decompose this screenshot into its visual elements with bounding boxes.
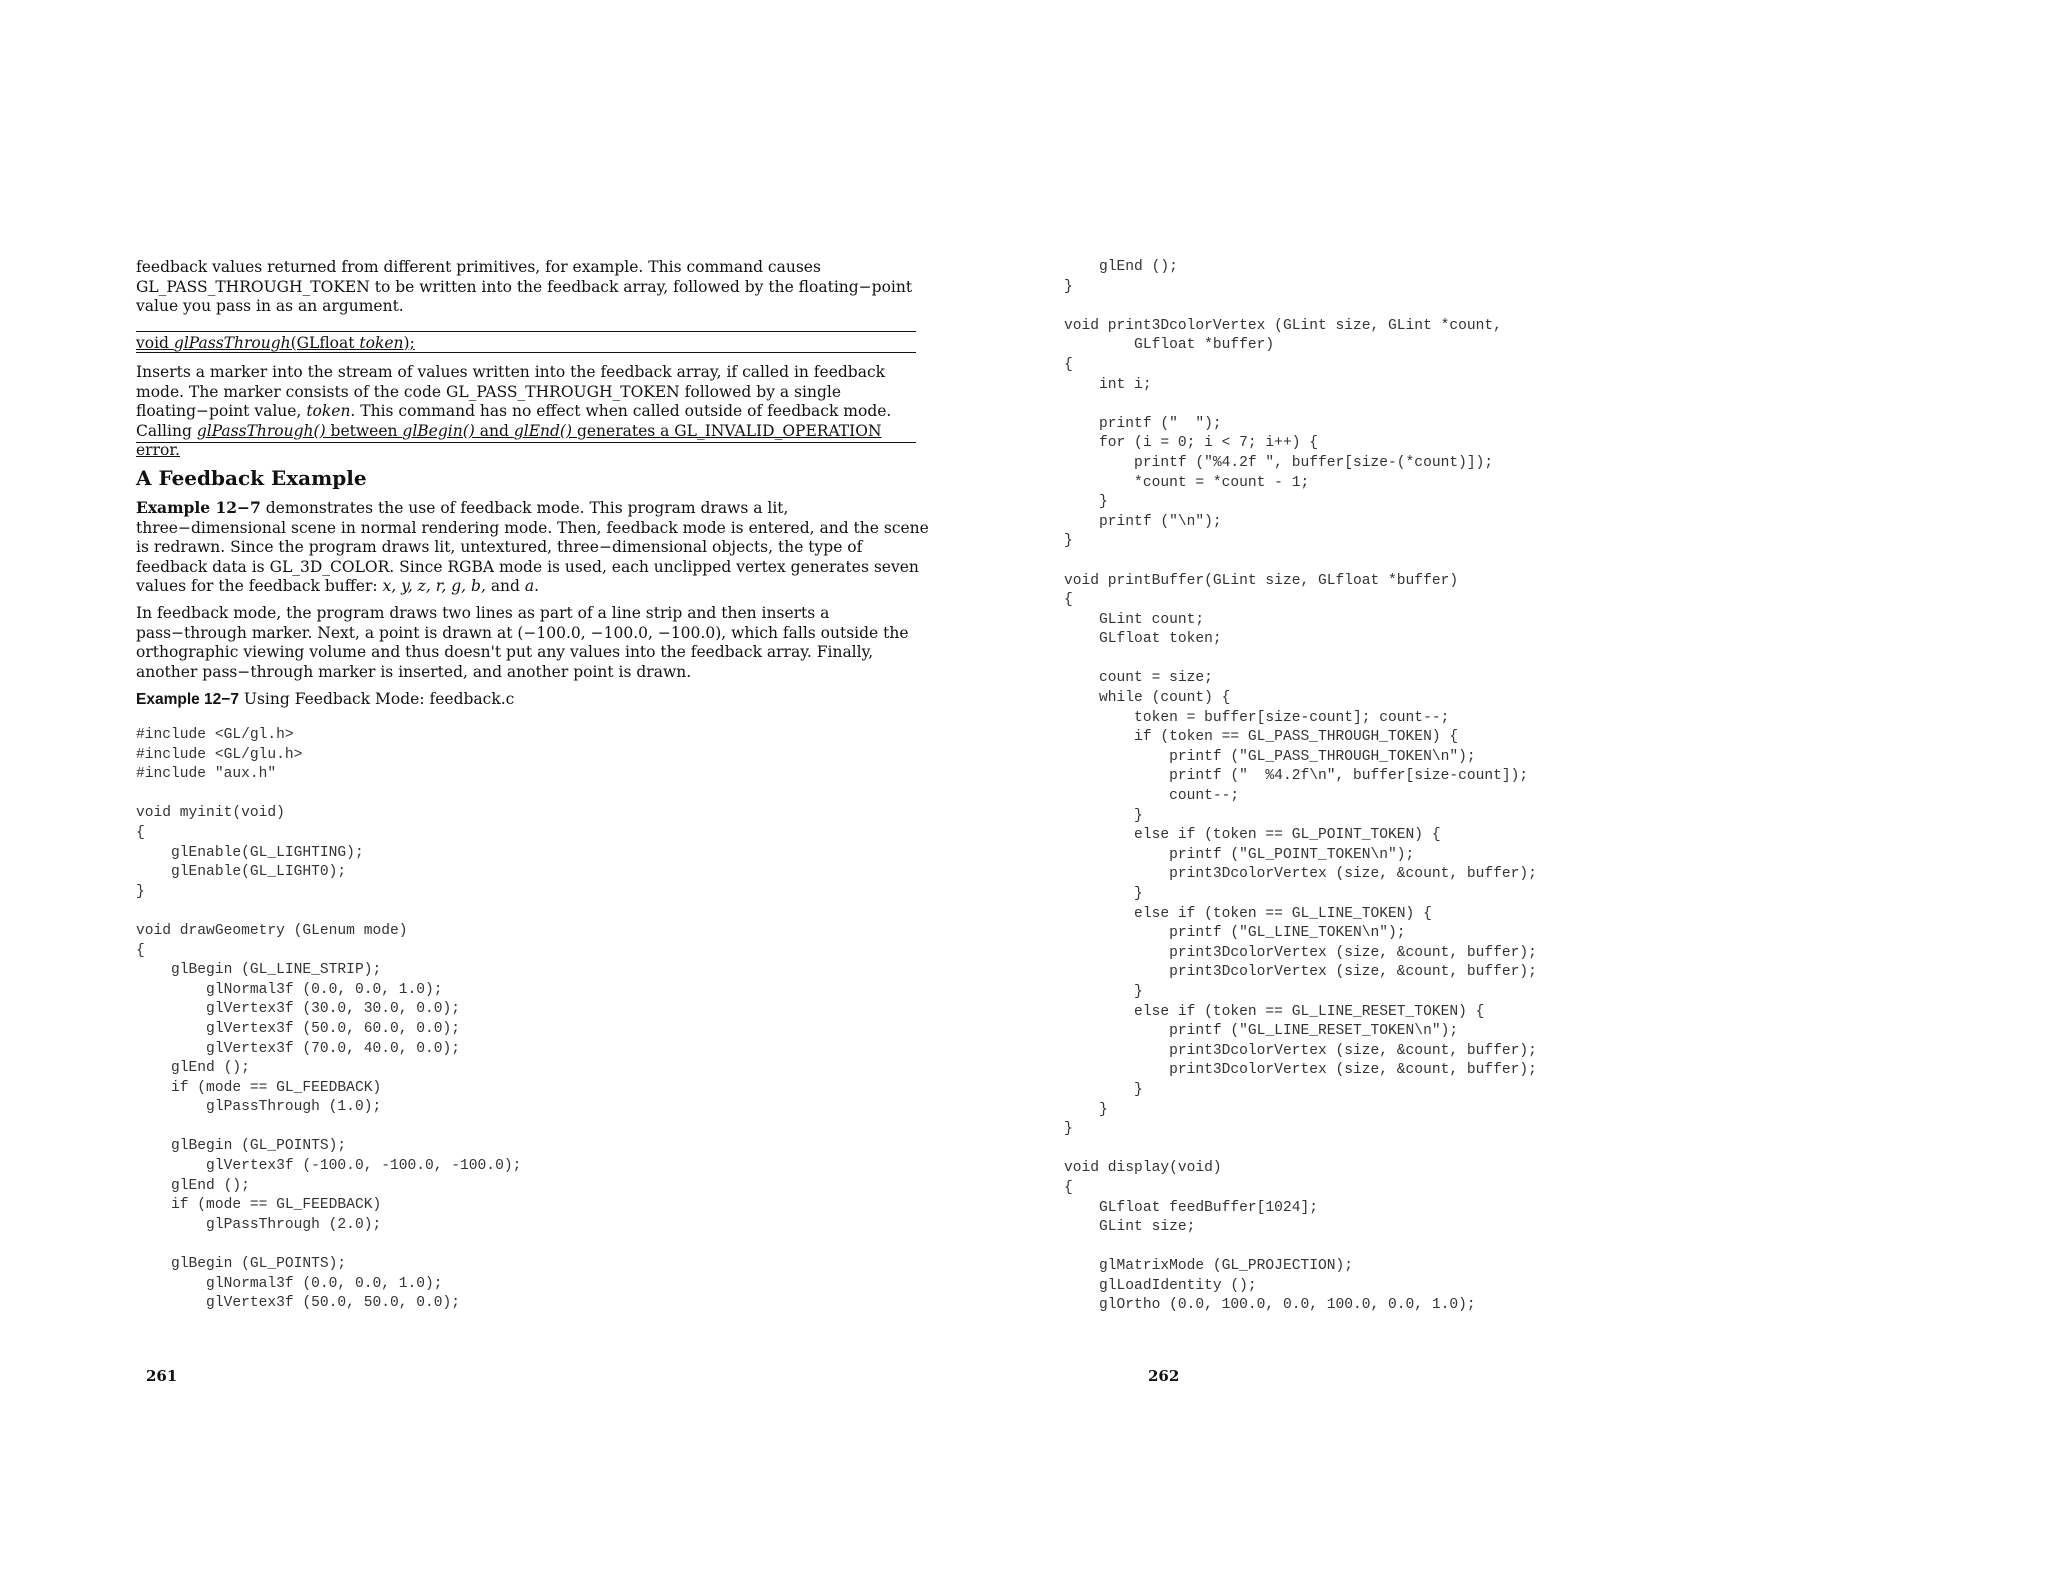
signature-param: token [359,334,404,352]
p1-end: . [534,577,540,596]
example-paragraph-1 [136,498,936,597]
example-ref: Example 12−7 [136,498,261,517]
signature-args: (GLfloat [290,334,360,352]
desc-text-3: between [325,421,403,440]
desc-func-glend: glEnd() [513,421,573,440]
function-signature [136,334,916,354]
intro-paragraph: feedback values returned from different primitives, for example. This command causes GL_PASS_THROUGH_TOKEN to be written into the feedback array, followed by the floating−point value you pass in as an argument. [136,258,913,316]
signature-top-rule [136,331,916,332]
desc-func-passthrough: glPassThrough() [196,421,326,440]
p1-last-var: a [524,577,535,596]
desc-token: token [306,402,351,421]
description-bottom-rule [136,442,916,443]
desc-text-1: Inserts a marker into the stream of values written into the feedback array, if called in feedback mode. The marker consists of the code GL_PASS_THROUGH_TOKEN followed by a single floating−point value, [136,363,886,421]
code-listing-left: #include <GL/gl.h> #include <GL/glu.h> #include "aux.h" void myinit(void) { glEnable(GL_LIGHTING); glEnable(GL_LIGHT0); } void drawGeometry (GLenum mode) { glBegin (GL_LINE_STRIP); glNormal3f (0.0, 0.0, 1.0); glVertex3f (30.0, 30.0, 0.0); glVertex3f (50.0, 60.0, 0.0); glVertex3f (70.0, 40.0, 0.0); glEnd (); if (mode == GL_FEEDBACK) glPassThrough (1.0); glBegin (GL_POINTS); glVertex3f (-100.0, -100.0, -100.0); glEnd (); if (mode == GL_FEEDBACK) glPassThrough (2.0); glBegin (GL_POINTS); glNormal3f (0.0, 0.0, 1.0); glVertex3f (50.0, 50.0, 0.0); [136,727,522,1312]
desc-text-5: generates a GL_INVALID_OPERATION error. [136,421,882,460]
p1-text: demonstrates the use of feedback mode. This program draws a lit, three−dimensional scene in normal rendering mode. Then, feedback mode is entered, and the scene is redrawn. Since the program draws lit, untextured, three−dimensional objects, the type of feedback data is GL_3D_COLOR. Since RGBA mode is used, each unclipped vertex generates seven values for the feedback buffer: [136,499,929,596]
desc-text-2: . This command has no effect when called outside of feedback mode. Calling [136,402,892,440]
right-page [1024,0,2048,1582]
caption-text: Using Feedback Mode: feedback.c [238,690,515,708]
page-number-right: 262 [1148,1367,1180,1385]
signature-post: ); [403,334,415,352]
p1-and: and [485,577,525,596]
signature-pre: void [136,334,174,352]
function-description [136,363,916,461]
signature-bottom-rule [136,352,916,353]
desc-func-glbegin: glBegin() [402,421,475,440]
p1-vars: x, y, z, r, g, b, [382,577,486,596]
example-caption [136,690,514,709]
section-title: A Feedback Example [136,466,367,490]
example-paragraph-2: In feedback mode, the program draws two lines as part of a line strip and then inserts a pass−through marker. Next, a point is drawn at (−100.0, −100.0, −100.0), which falls outside the orthographic viewing volume and thus doesn't put any values into the feedback array. Finally, another pass−through marker is inserted, and another point is drawn. [136,604,909,681]
code-listing-right: glEnd (); } void print3DcolorVertex (GLint size, GLint *count, GLfloat *buffer) { int i; printf (" "); for (i = 0; i < 7; i++) { printf ("%4.2f ", buffer[size-(*count)]); *count = *count - 1; } printf ("\n"); } void printBuffer(GLint size, GLfloat *buffer) { GLint count; GLfloat token; count = size; while (count) { token = buffer[size-count]; count--; if (token == GL_PASS_THROUGH_TOKEN) { printf ("GL_PASS_THROUGH_TOKEN\n"); printf (" %4.2f\n", buffer[size-count]); count--; } else if (token == GL_POINT_TOKEN) { printf ("GL_POINT_TOKEN\n"); print3DcolorVertex (size, &count, buffer); } else if (token == GL_LINE_TOKEN) { printf ("GL_LINE_TOKEN\n"); print3DcolorVertex (size, &count, buffer); print3DcolorVertex (size, &count, buffer); } else if (token == GL_LINE_RESET_TOKEN) { printf ("GL_LINE_RESET_TOKEN\n"); print3DcolorVertex (size, &count, buffer); print3DcolorVertex (size, &count, buffer); } } } void display(void) { GLfloat feedBuffer[1024]; GLint size; glMatrixMode (GL_PROJECTION); glLoadIdentity (); glOrtho (0.0, 100.0, 0.0, 100.0, 0.0, 1.0); [1064,259,1537,1314]
caption-label: Example 12−7 [136,691,239,708]
desc-text-4: and [474,421,514,440]
page-number-left: 261 [146,1367,178,1385]
signature-function-name: glPassThrough [173,334,291,352]
